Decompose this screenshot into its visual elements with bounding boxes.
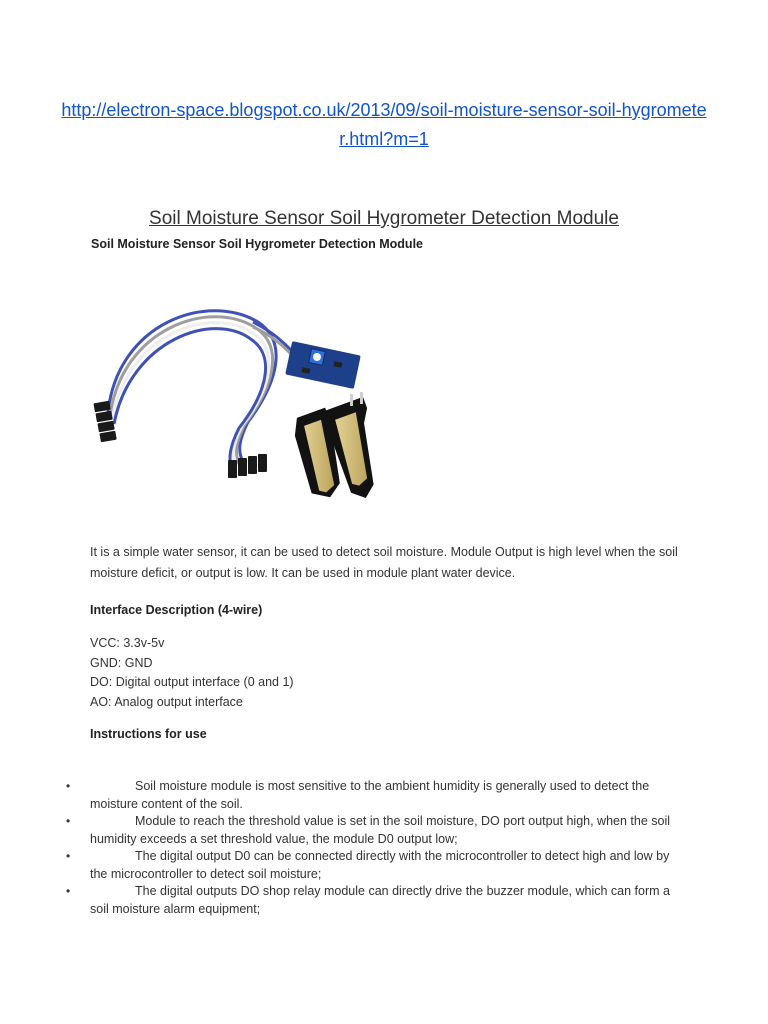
list-item [60,848,682,883]
probe-sensor [286,392,378,503]
ribbon-cable [108,311,293,468]
interface-heading: Interface Description (4-wire) [90,603,263,617]
pin-list [90,634,294,712]
bullet-icon: • [66,884,71,898]
list-item [60,883,682,918]
list-item-text: Module to reach the threshold value is set in the soil moisture, DO port output high, when the soil humidity exceeds a set threshold value, the module D0 output low; [90,814,671,846]
document-subtitle: Soil Moisture Sensor Soil Hygrometer Detection Module [91,237,423,251]
instructions-heading: Instructions for use [90,727,207,741]
intro-paragraph: It is a simple water sensor, it can be used to detect soil moisture. Module Output is high level when the soil moisture deficit, or output is low. It can be used in module plant water device. [90,545,678,580]
source-url-link[interactable]: http://electron-space.blogspot.co.uk/2013/09/soil-moisture-sensor-soil-hygrometer.html?m=1 [61,100,707,149]
bullet-icon: • [66,849,71,863]
pin-gnd: GND: GND [90,655,153,670]
comparator-module [285,341,361,389]
pin-do: DO: Digital output interface (0 and 1) [90,675,294,689]
soil-moisture-sensor-photo [88,252,378,514]
bullet-icon: • [66,814,71,828]
bullet-icon: • [66,779,71,793]
instructions-list [60,778,682,918]
list-item-text: The digital output D0 can be connected directly with the microcontroller to detect high and low by the microcontroller to detect soil moisture; [90,849,670,881]
list-item-text: Soil moisture module is most sensitive to the ambient humidity is generally used to detect the moisture content of the soil. [90,779,650,811]
pin-ao: AO: Analog output interface [90,694,243,709]
list-item-text: The digital outputs DO shop relay module can directly drive the buzzer module, which can form a soil moisture alarm equipment; [90,884,670,916]
document-title: Soil Moisture Sensor Soil Hygrometer Detection Module [149,208,619,229]
list-item [60,813,682,848]
pin-vcc: VCC: 3.3v-5v [90,636,165,650]
list-item [60,778,682,813]
